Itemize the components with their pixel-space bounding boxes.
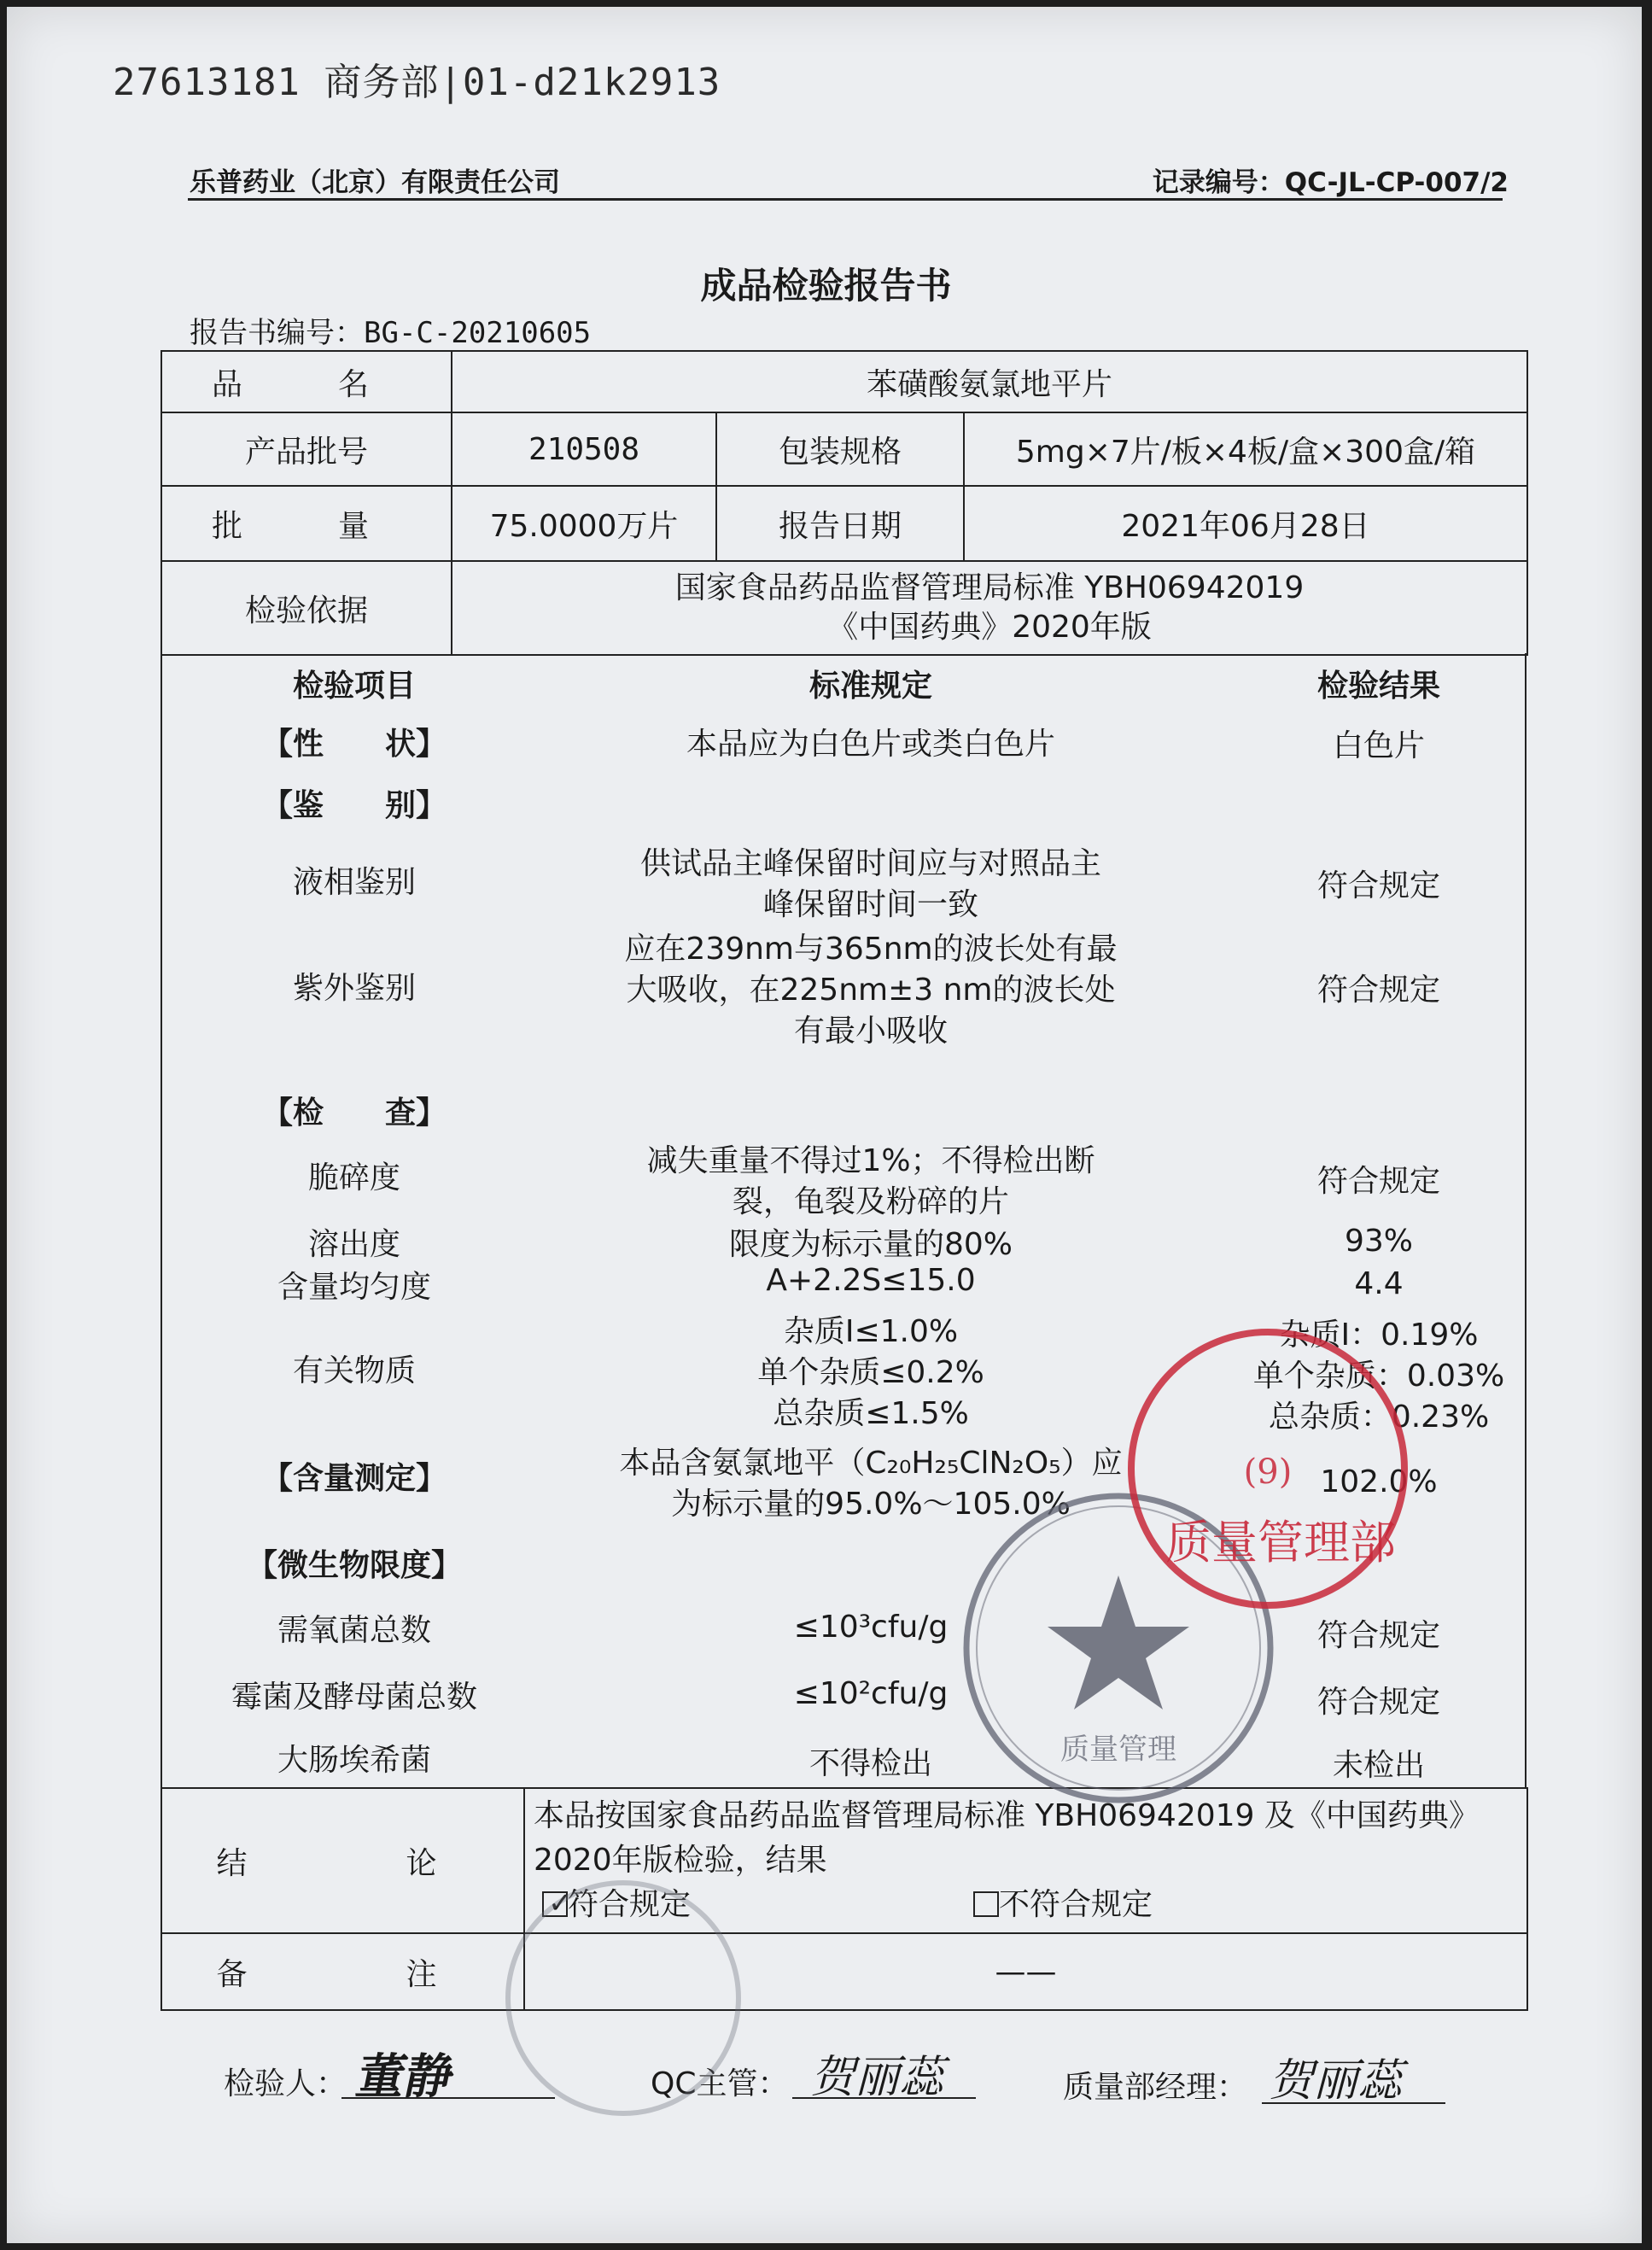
- mold-result: 符合规定: [1316, 1685, 1440, 1720]
- remark-value: ——: [524, 1933, 1527, 2010]
- qc-line: [792, 2097, 976, 2099]
- option-pass-label: 符合规定: [568, 1887, 692, 1922]
- section-identification: 【鉴 别】: [261, 788, 447, 823]
- record-number: 记录编号：QC-JL-CP-007/2: [1152, 167, 1509, 198]
- aerobic-item: 需氧菌总数: [277, 1613, 431, 1648]
- page-title: 成品检验报告书: [700, 265, 952, 307]
- date-label: 报告日期: [716, 486, 964, 561]
- assay-result: 102.0%: [1320, 1464, 1438, 1499]
- conclusion-line-1: 本品按国家食品药品监督管理局标准 YBH06942019 及《中国药典》: [534, 1798, 1480, 1833]
- section-character: 【性 状】: [261, 727, 447, 762]
- gray-seal-text: 质量管理: [1060, 1733, 1176, 1767]
- checkbox-fail[interactable]: [973, 1891, 999, 1917]
- uv-result: 符合规定: [1316, 973, 1440, 1008]
- fax-header: 27613181 商务部|01-d21k2913: [113, 61, 721, 104]
- quantity-label: 批 量: [161, 486, 452, 561]
- product-label: 品 名: [161, 351, 452, 412]
- related-standard-3: 总杂质≤1.5%: [773, 1396, 969, 1431]
- assay-standard-1: 本品含氨氯地平（C₂₀H₂₅ClN₂O₅）应: [619, 1446, 1123, 1481]
- friability-item: 脆碎度: [307, 1160, 400, 1195]
- remark-label: 备 注: [161, 1933, 524, 2010]
- report-number: BG-C-20210605: [364, 316, 592, 350]
- manager-line: [1262, 2102, 1445, 2104]
- related-standard-1: 杂质Ⅰ≤1.0%: [783, 1314, 959, 1349]
- related-substances-item: 有关物质: [292, 1353, 416, 1388]
- section-check: 【检 查】: [261, 1096, 447, 1131]
- section-microbial: 【微生物限度】: [246, 1548, 462, 1583]
- character-standard: 本品应为白色片或类白色片: [686, 727, 1055, 762]
- red-department-seal: [1118, 1319, 1417, 1618]
- uv-standard-1: 应在239nm与365nm的波长处有最: [624, 932, 1118, 967]
- header-standard: 标准规定: [808, 669, 932, 704]
- hplc-result: 符合规定: [1316, 868, 1440, 903]
- aerobic-result: 符合规定: [1316, 1618, 1440, 1653]
- uv-item: 紫外鉴别: [292, 971, 416, 1006]
- header-divider: [188, 198, 1503, 201]
- basis-line-2: 《中国药典》2020年版: [827, 610, 1152, 645]
- uniformity-item: 含量均匀度: [277, 1270, 431, 1305]
- report-number-row: [190, 309, 591, 351]
- product-name: 苯磺酸氨氯地平片: [452, 351, 1527, 412]
- hplc-standard-1: 供试品主峰保留时间应与对照品主: [639, 846, 1101, 881]
- test-items-area: [161, 653, 1526, 1789]
- ecoli-standard: 不得检出: [808, 1746, 932, 1781]
- pack-spec: 5mg×7片/板×4板/盒×300盒/箱: [964, 412, 1527, 486]
- hplc-item: 液相鉴别: [292, 865, 416, 900]
- friability-standard-2: 裂，龟裂及粉碎的片: [732, 1184, 1009, 1219]
- option-fail[interactable]: [973, 1883, 1153, 1927]
- option-fail-label: 不符合规定: [999, 1887, 1153, 1922]
- uniformity-result: 4.4: [1354, 1266, 1404, 1301]
- related-result-2: 单个杂质：0.03%: [1252, 1359, 1505, 1394]
- related-result-1: 杂质Ⅰ：0.19%: [1279, 1318, 1479, 1353]
- red-seal-number: (9): [1243, 1452, 1293, 1492]
- friability-standard-1: 减失重量不得过1%；不得检出断: [646, 1143, 1095, 1178]
- header-result: 检验结果: [1316, 669, 1440, 704]
- mold-standard: ≤10²cfu/g: [793, 1676, 949, 1711]
- dissolution-standard: 限度为标示量的80%: [728, 1227, 1013, 1262]
- manager-signature: 贺丽蕊: [1265, 2055, 1413, 2107]
- uv-standard-2: 大吸收，在225nm±3 nm的波长处: [626, 973, 1116, 1008]
- conclusion-table: [161, 1787, 1528, 2011]
- company-name: 乐普药业（北京）有限责任公司: [190, 167, 560, 198]
- aerobic-standard: ≤10³cfu/g: [793, 1610, 949, 1645]
- batch-label: 产品批号: [161, 412, 452, 486]
- dissolution-item: 溶出度: [307, 1227, 400, 1262]
- assay-standard-2: 为标示量的95.0%～105.0%: [671, 1487, 1071, 1522]
- ecoli-result: 未检出: [1332, 1748, 1425, 1783]
- info-table: [161, 350, 1528, 656]
- uniformity-standard: A+2.2S≤15.0: [766, 1263, 976, 1298]
- qc-signature: 贺丽蕊: [807, 2052, 954, 2103]
- friability-result: 符合规定: [1316, 1164, 1440, 1199]
- conclusion-label: 结 论: [161, 1788, 524, 1933]
- header-item: 检验项目: [292, 669, 416, 704]
- dissolution-result: 93%: [1344, 1224, 1413, 1259]
- report-number-label: 报告书编号：: [190, 316, 364, 350]
- related-standard-2: 单个杂质≤0.2%: [757, 1355, 984, 1390]
- basis-line-1: 国家食品药品监督管理局标准 YBH06942019: [674, 570, 1305, 605]
- qc-label: QC主管：: [651, 2066, 789, 2101]
- manager-label: 质量部经理：: [1063, 2070, 1248, 2105]
- basis-value: [452, 561, 1527, 655]
- hplc-standard-2: 峰保留时间一致: [762, 887, 978, 922]
- section-assay: 【含量测定】: [261, 1461, 447, 1496]
- red-seal-text: 质量管理部: [1165, 1516, 1396, 1569]
- conclusion-line-2: 2020年版检验，结果: [534, 1843, 827, 1878]
- ecoli-item: 大肠埃希菌: [277, 1743, 431, 1778]
- related-result-3: 总杂质：0.23%: [1268, 1400, 1490, 1435]
- uv-standard-3: 有最小吸收: [793, 1014, 948, 1049]
- quantity: 75.0000万片: [452, 486, 716, 561]
- basis-label: 检验依据: [161, 561, 452, 655]
- inspector-label: 检验人：: [224, 2066, 347, 2101]
- faint-seal: [495, 1870, 751, 2126]
- pack-label: 包装规格: [716, 412, 964, 486]
- inspector-signature: 董静: [352, 2048, 460, 2105]
- report-date: 2021年06月28日: [964, 486, 1527, 561]
- check-mark-icon: ✓: [548, 1886, 573, 1920]
- batch-number: 210508: [452, 412, 716, 486]
- character-result: 白色片: [1332, 728, 1425, 763]
- mold-item: 霉菌及酵母菌总数: [231, 1680, 477, 1715]
